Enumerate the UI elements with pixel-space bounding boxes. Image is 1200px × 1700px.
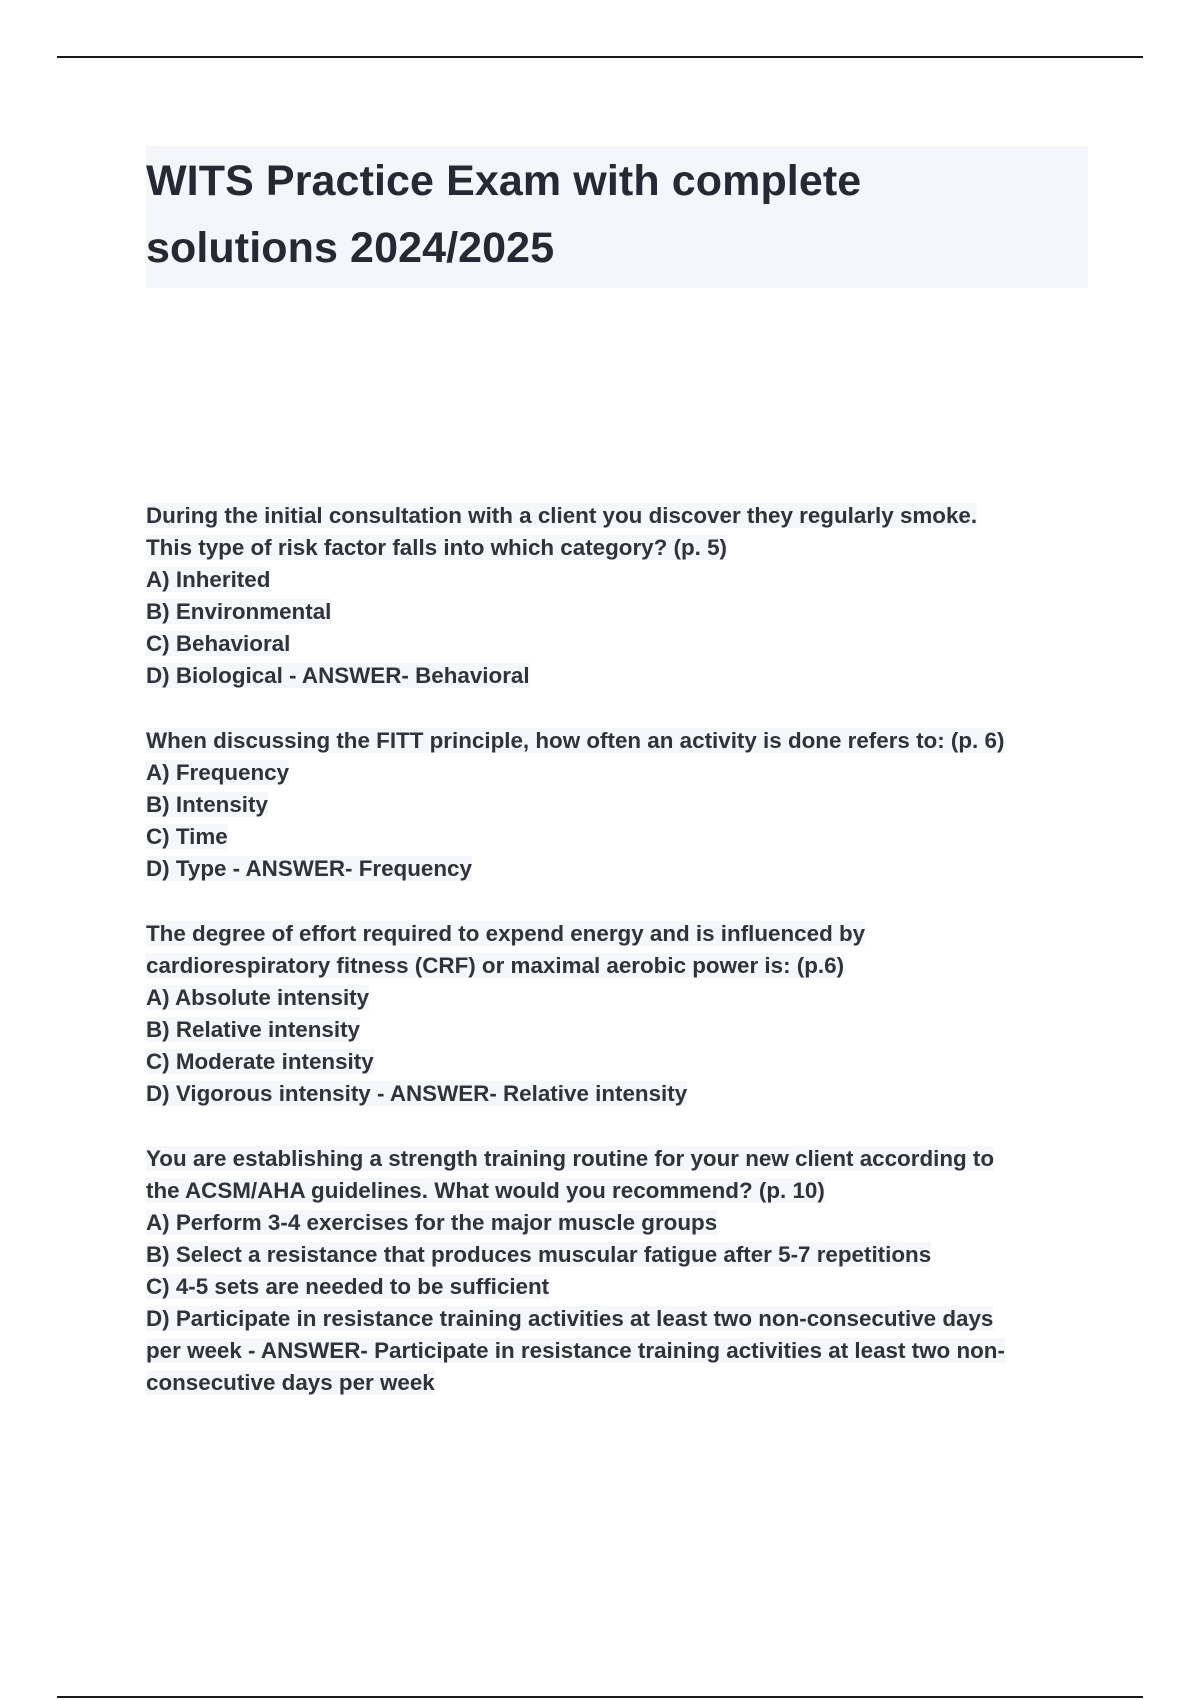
question-list (146, 500, 1096, 1432)
option-c: C) Moderate intensity (146, 1049, 374, 1074)
option-d-with-answer: D) Biological - ANSWER- Behavioral (146, 663, 530, 688)
option-c: C) Behavioral (146, 631, 291, 656)
question-text: When discussing the FITT principle, how often an activity is done refers to: (p. 6) (146, 728, 1005, 753)
document-title (146, 146, 1088, 288)
answer-continued: consecutive days per week (146, 1370, 435, 1395)
question-text: cardiorespiratory fitness (CRF) or maximal aerobic power is: (p.6) (146, 953, 845, 978)
question-3 (146, 918, 1096, 1110)
option-a: A) Absolute intensity (146, 985, 370, 1010)
question-1 (146, 500, 1096, 692)
option-b: B) Relative intensity (146, 1017, 361, 1042)
question-text: The degree of effort required to expend energy and is influenced by (146, 921, 866, 946)
option-b: B) Select a resistance that produces muscular fatigue after 5-7 repetitions (146, 1242, 932, 1267)
option-d-with-answer: D) Type - ANSWER- Frequency (146, 856, 472, 881)
option-a: A) Inherited (146, 567, 271, 592)
question-text: This type of risk factor falls into which category? (p. 5) (146, 535, 728, 560)
question-4 (146, 1143, 1096, 1399)
question-text: During the initial consultation with a client you discover they regularly smoke. (146, 503, 978, 528)
option-a: A) Frequency (146, 760, 290, 785)
option-c: C) 4-5 sets are needed to be sufficient (146, 1274, 550, 1299)
question-text: the ACSM/AHA guidelines. What would you recommend? (p. 10) (146, 1178, 825, 1203)
option-d-with-answer: D) Vigorous intensity - ANSWER- Relative intensity (146, 1081, 688, 1106)
question-2 (146, 725, 1096, 885)
title-line-2: solutions 2024/2025 (146, 224, 555, 272)
option-c: C) Time (146, 824, 228, 849)
question-text: You are establishing a strength training routine for your new client according to (146, 1146, 995, 1171)
option-a: A) Perform 3-4 exercises for the major muscle groups (146, 1210, 718, 1235)
option-d-with-answer: per week - ANSWER- Participate in resistance training activities at least two non- (146, 1338, 1005, 1363)
top-rule (57, 56, 1143, 58)
title-line-1: WITS Practice Exam with complete (146, 157, 862, 205)
bottom-rule (57, 1696, 1143, 1698)
option-d: D) Participate in resistance training activities at least two non-consecutive days (146, 1306, 994, 1331)
option-b: B) Environmental (146, 599, 332, 624)
option-b: B) Intensity (146, 792, 268, 817)
